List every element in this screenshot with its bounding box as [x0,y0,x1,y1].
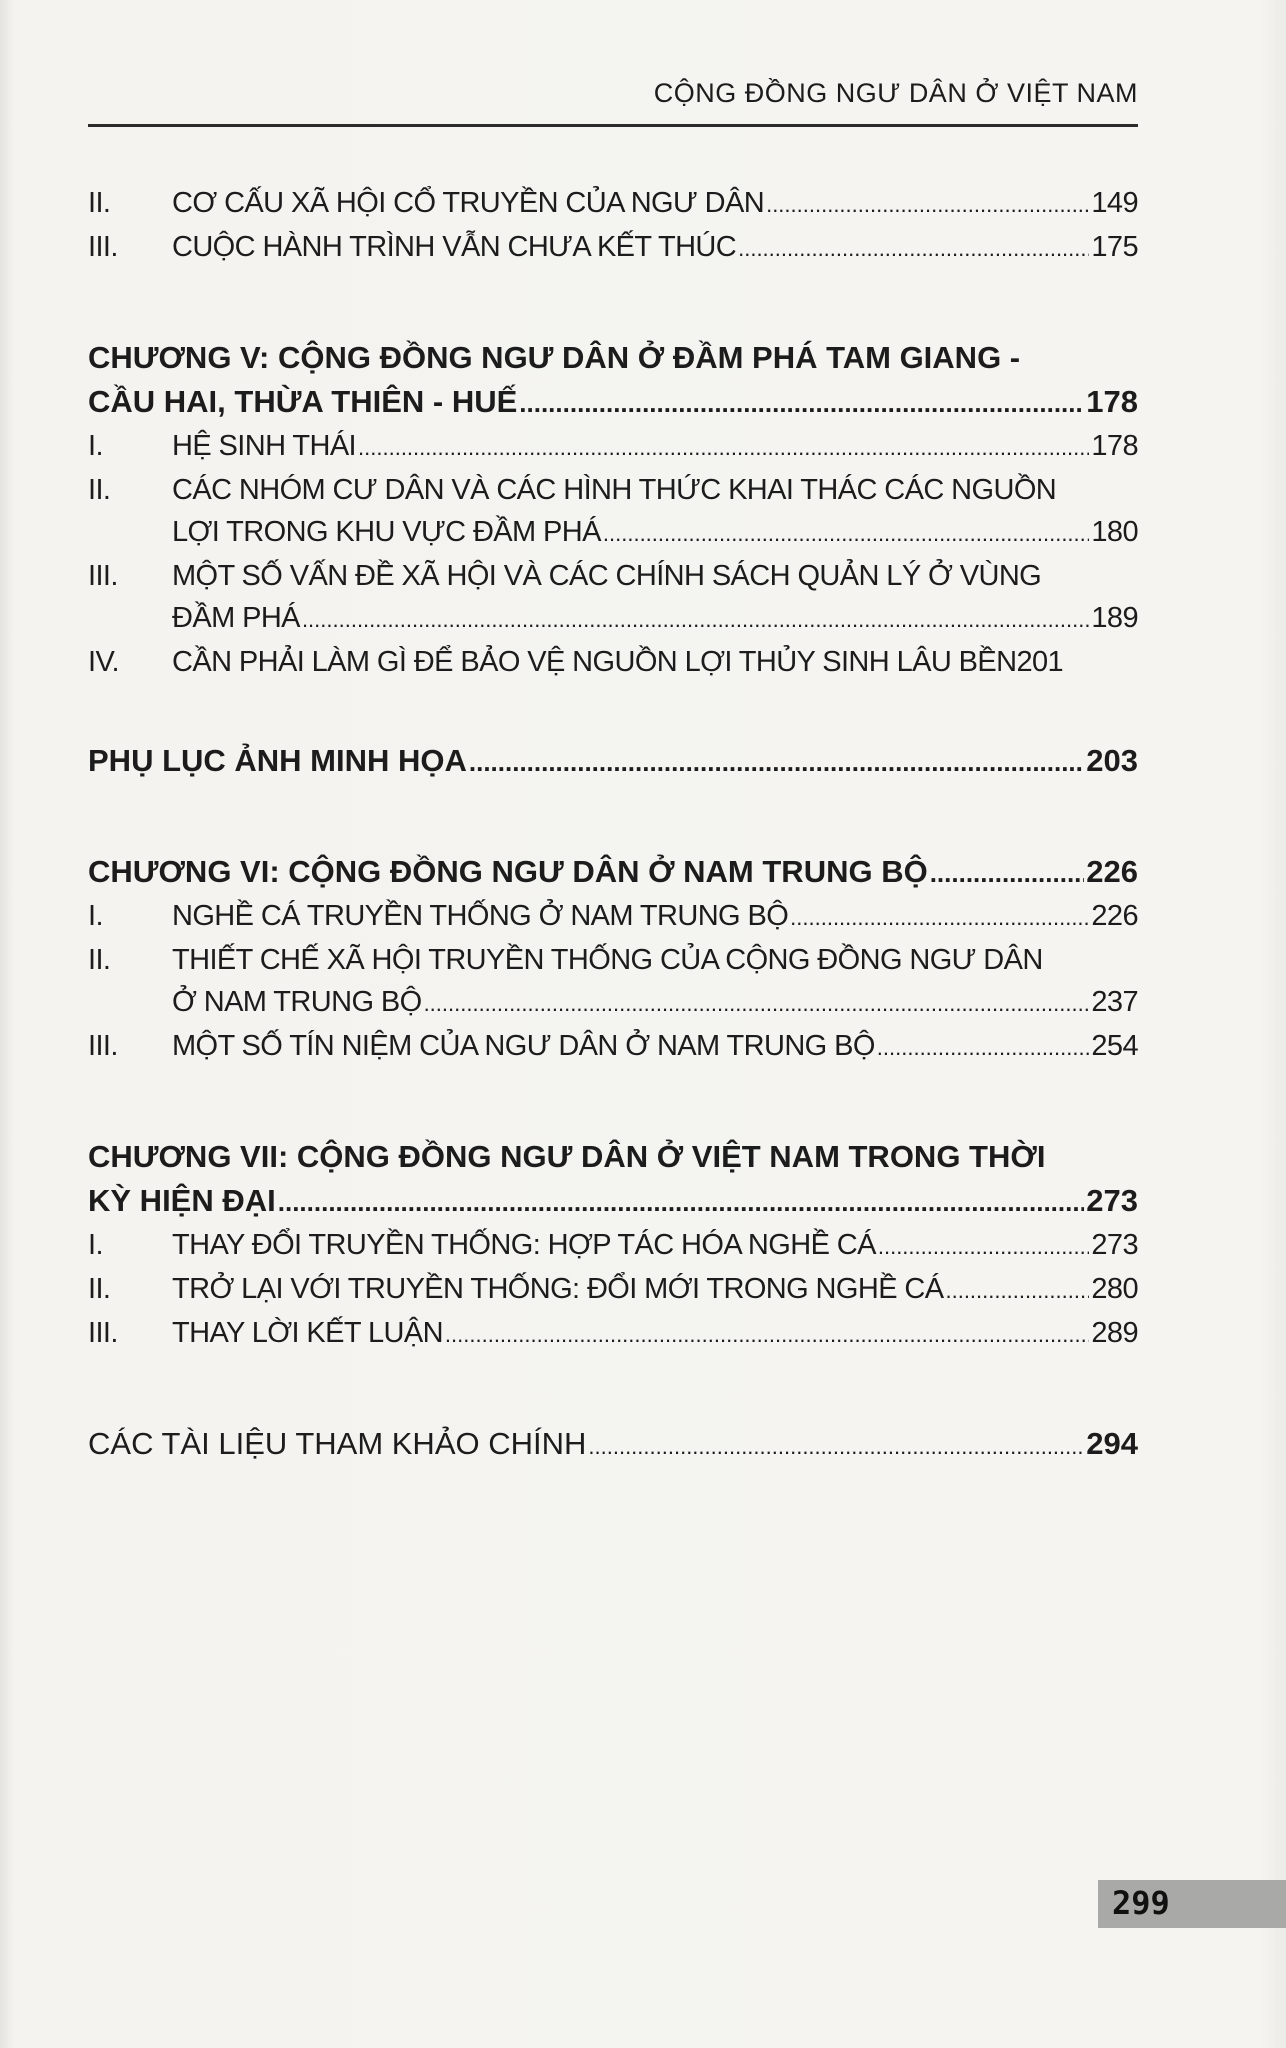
chapter-page: 178 [1086,384,1138,419]
page-number-tab [1098,1880,1286,1928]
references-title: CÁC TÀI LIỆU THAM KHẢO CHÍNH [88,1426,587,1461]
chapter-title-line: KỲ HIỆN ĐẠI [88,1183,276,1218]
page-number: 299 [1112,1884,1170,1922]
appendix-page: 203 [1086,743,1138,778]
entry-title: THAY ĐỔI TRUYỀN THỐNG: HỢP TÁC HÓA NGHỀ CÁ [172,1229,876,1261]
entry-title: MỘT SỐ VẤN ĐỀ XÃ HỘI VÀ CÁC CHÍNH SÁCH QUẢN LÝ Ở VÙNG [172,560,1042,592]
entry-title: THIẾT CHẾ XÃ HỘI TRUYỀN THỐNG CỦA CỘNG ĐỒNG NGƯ DÂN [172,944,1043,976]
entry-title: Ở NAM TRUNG BỘ [172,986,422,1018]
dot-leader [302,599,1089,641]
chapter-page: 226 [1086,854,1138,889]
entry-title: TRỞ LẠI VỚI TRUYỀN THỐNG: ĐỔI MỚI TRONG NGHỀ CÁ [172,1273,944,1305]
entry-number: II. [88,187,111,219]
entry-page: 226 [1091,900,1138,932]
running-header: CỘNG ĐỒNG NGƯ DÂN Ở VIỆT NAM [653,78,1138,108]
entry-page: 180 [1091,516,1138,548]
toc-entry[interactable] [88,555,1138,641]
dot-leader [588,1425,1084,1469]
dot-leader [877,1027,1090,1069]
dot-leader [603,513,1090,555]
entry-number: II. [88,944,111,976]
chapter-page: 273 [1086,1183,1138,1218]
dot-leader [878,1226,1090,1268]
chapter-heading[interactable] [88,336,1138,425]
entry-page: 254 [1091,1030,1138,1062]
header-rule [88,124,1138,127]
entry-page: 289 [1091,1317,1138,1349]
toc-entry[interactable] [88,469,1138,555]
entry-number: II. [88,1273,111,1305]
dot-leader [358,427,1089,469]
toc-entry[interactable] [88,939,1138,1025]
dot-leader [469,740,1084,784]
entry-title: THAY LỜI KẾT LUẬN [172,1317,443,1349]
dot-leader [790,897,1089,939]
entry-page: 237 [1091,986,1138,1018]
entry-page: 175 [1091,231,1138,263]
entry-title: LỢI TRONG KHU VỰC ĐẦM PHÁ [172,516,601,548]
chapter-title-line: CẦU HAI, THỪA THIÊN - HUẾ [88,384,518,419]
entry-number: III. [88,1030,118,1062]
entry-title: HỆ SINH THÁI [172,430,357,462]
entry-title: CƠ CẤU XÃ HỘI CỔ TRUYỀN CỦA NGƯ DÂN [172,187,765,219]
chapter-title-line: CHƯƠNG VII: CỘNG ĐỒNG NGƯ DÂN Ở VIỆT NAM TRONG THỜI [88,1139,1046,1174]
dot-leader [738,228,1089,270]
entry-number: I. [88,1229,103,1261]
toc-entry[interactable] [88,425,1138,469]
appendix-title: PHỤ LỤC ẢNH MINH HỌA [88,743,467,778]
chapter-heading[interactable] [88,850,1138,895]
dot-leader [930,851,1085,895]
toc-entry[interactable] [88,1224,1138,1268]
chapter-heading[interactable] [88,1135,1138,1224]
entry-title: NGHỀ CÁ TRUYỀN THỐNG Ở NAM TRUNG BỘ [172,900,789,932]
entry-page: 273 [1091,1229,1138,1261]
toc-entry[interactable] [88,895,1138,939]
entry-page: 189 [1091,602,1138,634]
dot-leader [424,983,1090,1025]
toc-entry[interactable] [88,641,1138,683]
entry-title: CẦN PHẢI LÀM GÌ ĐỂ BẢO VỆ NGUỒN LỢI THỦY SINH LÂU BỀN [172,646,1017,678]
dot-leader [519,381,1084,425]
entry-number: I. [88,430,103,462]
entry-number: II. [88,474,111,506]
entry-number: III. [88,560,118,592]
toc-entry[interactable] [88,1312,1138,1356]
entry-title: CÁC NHÓM CƯ DÂN VÀ CÁC HÌNH THỨC KHAI THÁC CÁC NGUỒN [172,474,1057,506]
dot-leader [445,1314,1089,1356]
table-of-contents [88,182,1138,1469]
entry-number: IV. [88,646,119,678]
entry-page: 280 [1091,1273,1138,1305]
dot-leader [766,184,1089,226]
references-page: 294 [1086,1426,1138,1461]
entry-number: III. [88,231,118,263]
entry-page: 149 [1091,187,1138,219]
toc-entry[interactable] [88,1268,1138,1312]
references-heading[interactable] [88,1422,1138,1469]
chapter-title-line: CHƯƠNG V: CỘNG ĐỒNG NGƯ DÂN Ở ĐẦM PHÁ TAM GIANG - [88,340,1021,375]
entry-page: 201 [1016,646,1064,678]
toc-entry[interactable] [88,226,1138,270]
entry-page: 178 [1091,430,1138,462]
dot-leader [945,1270,1089,1312]
toc-entry[interactable] [88,182,1138,226]
entry-title: MỘT SỐ TÍN NIỆM CỦA NGƯ DÂN Ở NAM TRUNG BỘ [172,1030,875,1062]
appendix-heading[interactable] [88,739,1138,784]
entry-title: CUỘC HÀNH TRÌNH VẪN CHƯA KẾT THÚC [172,231,737,263]
chapter-title-line: CHƯƠNG VI: CỘNG ĐỒNG NGƯ DÂN Ở NAM TRUNG BỘ [88,854,928,889]
entry-number: III. [88,1317,118,1349]
entry-title: ĐẦM PHÁ [172,602,300,634]
toc-entry[interactable] [88,1025,1138,1069]
entry-number: I. [88,900,103,932]
dot-leader [278,1180,1085,1224]
